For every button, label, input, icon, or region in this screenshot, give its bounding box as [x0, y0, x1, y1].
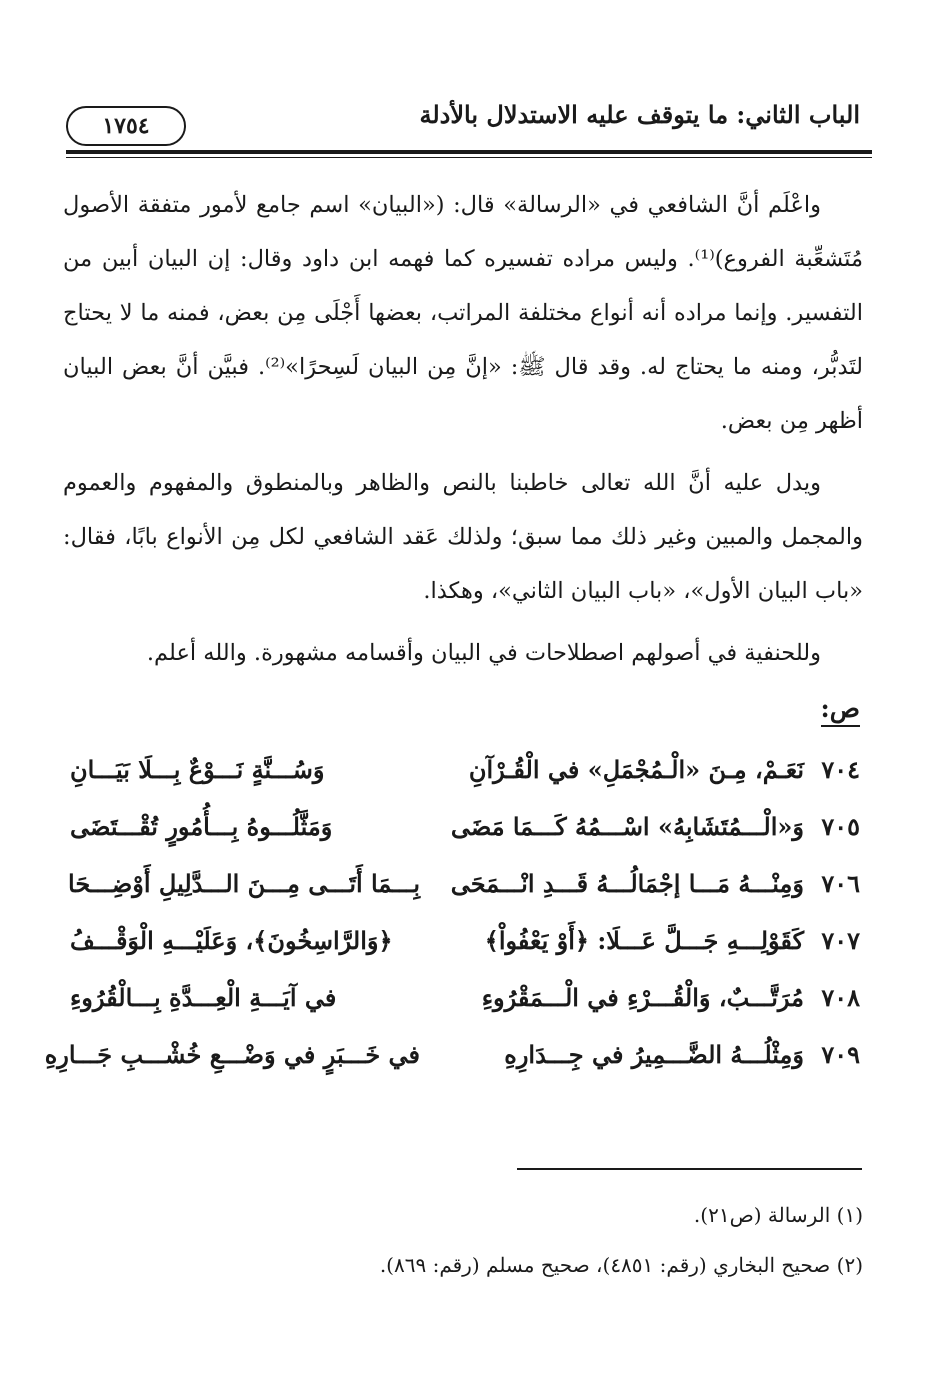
- verse-row: [70, 745, 860, 802]
- section-label: ص:: [821, 694, 860, 727]
- verse-number: ٧٠٦: [821, 869, 860, 898]
- verse-second-hemistich: ﴿وَالرَّاسِخُونَ﴾، وَعَلَيْـــهِ الْوَقْـــفُ: [70, 926, 393, 955]
- footnote-separator: [517, 1168, 862, 1170]
- header-rule-thin: [66, 157, 872, 158]
- verse-second-hemistich: وَسُـــنَّةٍ نَـــوْعٌ بِـــلَا بَيَـــانِ: [70, 755, 325, 784]
- verse-number: ٧٠٩: [821, 1040, 860, 1069]
- running-head: الباب الثاني: ما يتوقف عليه الاستدلال بالأدلة: [419, 100, 860, 129]
- verse-number: ٧٠٧: [821, 926, 860, 955]
- verse-first-hemistich: وَمِنْـــهُ مَـــا إجْمَالُـــهُ قَـــدِ انْـــمَحَى: [450, 869, 804, 898]
- verse-block: [44, 745, 860, 1087]
- verse-row: [70, 973, 860, 1030]
- footnote: (١) الرسالة (ص٢١).: [693, 1203, 863, 1227]
- paragraph: واعْلَم أنَّ الشافعي في «الرسالة» قال: («البيان» اسم جامع لأمور متفقة الأصول مُتَشعِّبة الفروع)⁽¹⁾. وليس مراده تفسيره كما فهمه ابن داود وقال: إن البيان أبين من التفسير. وإنما مراده أنه أنواع مختلفة المراتب، بعضها أَجْلَى مِن بعض، فمنه ما لا يحتاج لتَدبُّر، ومنه ما يحتاج له. وقد قال ﷺ: «إنَّ مِن البيان لَسِحرًا»⁽²⁾. فبيَّن أنَّ بعض البيان أظهر مِن بعض.: [63, 192, 863, 434]
- page-number-badge: ١٧٥٤: [66, 106, 186, 146]
- header-rule-thick: [66, 150, 872, 154]
- footnotes: [73, 1200, 863, 1300]
- verse-row: [70, 859, 860, 916]
- verse-first-hemistich: نَعَـمْ، مِـنَ «الْـمُجْمَلِ» في الْقُـرْآنِ: [468, 755, 804, 784]
- verse-row: [44, 1030, 860, 1087]
- verse-number: ٧٠٥: [821, 812, 860, 841]
- verse-second-hemistich: في خَـــبَرٍ في وَضْـــعِ خُشْـــبِ جَـــارِهِ: [44, 1040, 420, 1069]
- verse-row: [70, 802, 860, 859]
- verse-first-hemistich: مُرَتَّـــبٌ، وَالْقُـــرْءِ في الْـــمَقْرُوءِ: [481, 983, 804, 1012]
- verse-number: ٧٠٤: [821, 755, 860, 784]
- paragraph: ويدل عليه أنَّ الله تعالى خاطبنا بالنص والظاهر وبالمنطوق والمفهوم والعموم والمجمل والمبين وغير ذلك مما سبق؛ ولذلك عَقد الشافعي لكل مِن الأنواع بابًا، فقال: «باب البيان الأول»، «باب البيان الثاني»، وهكذا.: [63, 470, 863, 604]
- verse-first-hemistich: كَقَوْلِـــهِ جَـــلَّ عَـــلَا: ﴿أَوْ يَعْفُواْ﴾: [484, 926, 804, 955]
- verse-number: ٧٠٨: [821, 983, 860, 1012]
- verse-first-hemistich: وَمِثْلُـــهُ الضَّـــمِيرُ في جِـــدَارِهِ: [504, 1040, 804, 1069]
- paragraph: وللحنفية في أصولهم اصطلاحات في البيان وأقسامه مشهورة. والله أعلم.: [146, 640, 821, 666]
- verse-first-hemistich: وَ«الْـــمُتَشَابِهُ» اسْـــمُهُ كَـــمَا مَضَى: [450, 812, 804, 841]
- body-text: [63, 178, 863, 680]
- footnote: (٢) صحيح البخاري (رقم: ٤٨٥١)، صحيح مسلم (رقم: ٨٦٩).: [379, 1253, 863, 1277]
- verse-second-hemistich: بِـــمَا أَتَـــى مِـــنَ الـــدَّلِيلِ أَوْضِـــحَا: [68, 869, 420, 898]
- verse-second-hemistich: في آيَـــةِ الْعِـــدَّةِ بِـــالْقُرُوءِ: [70, 983, 337, 1012]
- verse-second-hemistich: وَمَثَّلُـــوهُ بِـــأُمُورٍ تُقْـــتَضَى: [70, 812, 333, 841]
- verse-row: [70, 916, 860, 973]
